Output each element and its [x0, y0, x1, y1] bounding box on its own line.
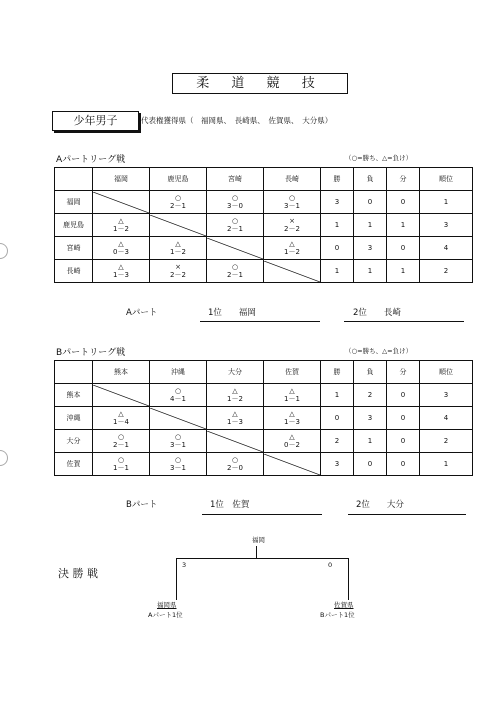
match-mark: ○ [231, 194, 239, 202]
final-left-score: 3 [182, 561, 187, 569]
stat-cell: 3 [420, 214, 473, 237]
team-name: 長崎 [55, 260, 93, 283]
match-mark: △ [232, 387, 238, 395]
match-score: 1－3 [284, 418, 300, 426]
match-mark: △ [289, 240, 295, 248]
match-cell [150, 384, 207, 407]
league-b-legend: （○=勝ち、△=負け） [345, 347, 413, 355]
match-score: 1－3 [227, 418, 243, 426]
team-name: 大分 [55, 430, 93, 453]
stat-cell: 1 [354, 430, 387, 453]
league-b-result-label: Bパート [126, 500, 158, 510]
team-name: 鹿児島 [55, 214, 93, 237]
final-title: 決 勝 戦 [58, 567, 98, 580]
diagonal-cell [150, 407, 207, 430]
underline [200, 321, 320, 322]
match-cell [93, 407, 150, 430]
match-mark: ○ [174, 433, 182, 441]
match-score: 1－2 [284, 248, 300, 256]
match-mark: ○ [174, 387, 182, 395]
final-right-team: 佐賀県 [334, 601, 354, 609]
bracket-stem [256, 546, 257, 558]
category-label: 少年男子 [52, 111, 139, 131]
diagonal-cell [207, 430, 264, 453]
match-score: 2－1 [227, 271, 243, 279]
column-header: 長崎 [264, 168, 321, 191]
column-header: 鹿児島 [150, 168, 207, 191]
team-name: 福岡 [55, 191, 93, 214]
team-name: 熊本 [55, 384, 93, 407]
team-name: 沖縄 [55, 407, 93, 430]
match-cell [150, 260, 207, 283]
match-cell [93, 430, 150, 453]
match-cell [264, 407, 321, 430]
page-title: 柔 道 競 技 [172, 73, 348, 94]
match-cell [150, 191, 207, 214]
stat-cell: 1 [354, 214, 387, 237]
match-score: 2－1 [227, 225, 243, 233]
stat-cell: 0 [387, 191, 420, 214]
match-cell [207, 214, 264, 237]
diagonal-cell [93, 384, 150, 407]
match-score: 1－3 [113, 271, 129, 279]
match-mark: ○ [231, 456, 239, 464]
binder-hole [0, 450, 8, 466]
stat-cell: 0 [387, 237, 420, 260]
match-cell [207, 191, 264, 214]
match-mark: △ [118, 217, 124, 225]
corner-cell [55, 168, 93, 191]
column-header: 大分 [207, 361, 264, 384]
league-b-first: 1位 佐賀 [210, 500, 250, 510]
match-score: 2－0 [227, 464, 243, 472]
match-mark: △ [118, 263, 124, 271]
column-header: 負 [354, 168, 387, 191]
column-header: 負 [354, 361, 387, 384]
league-a-legend: （○=勝ち、△=負け） [345, 154, 413, 162]
stat-cell: 1 [321, 260, 354, 283]
final-left-seed: Aパート1位 [148, 611, 183, 619]
stat-cell: 3 [354, 407, 387, 430]
final-winner: 福岡 [252, 536, 265, 544]
final-right-seed: Bパート1位 [320, 611, 355, 619]
diagonal-cell [207, 237, 264, 260]
match-cell [264, 237, 321, 260]
match-score: 3－1 [170, 464, 186, 472]
underline [348, 514, 466, 515]
stat-cell: 0 [354, 191, 387, 214]
stat-cell: 2 [420, 430, 473, 453]
match-score: 1－2 [227, 395, 243, 403]
stat-cell: 2 [321, 430, 354, 453]
stat-cell: 1 [321, 384, 354, 407]
team-name: 宮崎 [55, 237, 93, 260]
stat-cell: 1 [420, 191, 473, 214]
match-mark: △ [232, 410, 238, 418]
column-header: 勝 [321, 168, 354, 191]
match-mark: ○ [117, 456, 125, 464]
match-cell [207, 407, 264, 430]
league-a-second: 2位 長崎 [353, 308, 401, 318]
stat-cell: 4 [420, 407, 473, 430]
column-header: 福岡 [93, 168, 150, 191]
stat-cell: 2 [354, 384, 387, 407]
match-mark: ○ [174, 194, 182, 202]
column-header: 分 [387, 168, 420, 191]
league-a-first: 1位 福岡 [208, 308, 256, 318]
column-header: 熊本 [93, 361, 150, 384]
match-cell [207, 384, 264, 407]
match-score: 0－3 [113, 248, 129, 256]
match-score: 3－1 [284, 202, 300, 210]
stat-cell: 0 [387, 453, 420, 476]
match-cell [264, 191, 321, 214]
match-score: 2－2 [170, 271, 186, 279]
stat-cell: 0 [387, 407, 420, 430]
match-cell [264, 384, 321, 407]
match-cell [207, 260, 264, 283]
match-mark: △ [118, 240, 124, 248]
match-mark: ○ [117, 433, 125, 441]
match-mark: △ [118, 410, 124, 418]
stat-cell: 3 [420, 384, 473, 407]
underline [344, 321, 464, 322]
column-header: 宮崎 [207, 168, 264, 191]
stat-cell: 1 [387, 260, 420, 283]
match-mark: ○ [231, 217, 239, 225]
stat-cell: 0 [321, 237, 354, 260]
diagonal-cell [93, 191, 150, 214]
stat-cell: 1 [420, 453, 473, 476]
match-score: 1－4 [113, 418, 129, 426]
underline [202, 514, 322, 515]
league-a-result-label: Aパート [126, 308, 158, 318]
match-mark: × [175, 263, 181, 271]
match-cell [93, 214, 150, 237]
league-b-second: 2位 大分 [356, 500, 404, 510]
final-right-score: 0 [328, 561, 333, 569]
stat-cell: 4 [420, 237, 473, 260]
match-cell [93, 237, 150, 260]
match-score: 2－1 [113, 441, 129, 449]
column-header: 順位 [420, 168, 473, 191]
match-cell [150, 237, 207, 260]
stat-cell: 2 [420, 260, 473, 283]
match-mark: ○ [174, 456, 182, 464]
team-name: 佐賀 [55, 453, 93, 476]
stat-cell: 1 [387, 214, 420, 237]
diagonal-cell [150, 214, 207, 237]
diagonal-cell [264, 260, 321, 283]
match-cell [150, 430, 207, 453]
league-a-title: Aパートリーグ戦 [56, 155, 126, 165]
match-mark: ○ [231, 263, 239, 271]
match-cell [264, 430, 321, 453]
corner-cell [55, 361, 93, 384]
match-score: 1－2 [113, 225, 129, 233]
stat-cell: 0 [321, 407, 354, 430]
match-score: 1－1 [284, 395, 300, 403]
binder-hole [0, 243, 8, 259]
match-cell [93, 260, 150, 283]
match-score: 3－1 [170, 441, 186, 449]
stat-cell: 3 [321, 453, 354, 476]
match-cell [264, 214, 321, 237]
league-b-title: Bパートリーグ戦 [56, 348, 126, 358]
match-score: 1－1 [113, 464, 129, 472]
match-score: 2－1 [170, 202, 186, 210]
final-left-team: 福岡県 [157, 601, 177, 609]
stat-cell: 3 [354, 237, 387, 260]
match-mark: △ [289, 433, 295, 441]
column-header: 佐賀 [264, 361, 321, 384]
match-score: 4－1 [170, 395, 186, 403]
column-header: 勝 [321, 361, 354, 384]
stat-cell: 1 [354, 260, 387, 283]
match-score: 1－2 [170, 248, 186, 256]
match-mark: △ [289, 387, 295, 395]
match-mark: △ [289, 410, 295, 418]
match-score: 3－0 [227, 202, 243, 210]
match-cell [150, 453, 207, 476]
stat-cell: 3 [321, 191, 354, 214]
stat-cell: 0 [387, 384, 420, 407]
column-header: 沖縄 [150, 361, 207, 384]
stat-cell: 0 [387, 430, 420, 453]
match-score: 0－2 [284, 441, 300, 449]
column-header: 分 [387, 361, 420, 384]
match-mark: ○ [288, 194, 296, 202]
league-b-table [54, 360, 473, 476]
match-score: 2－2 [284, 225, 300, 233]
final-bracket [176, 558, 349, 600]
match-mark: × [289, 217, 295, 225]
representatives-text: 代表権獲得県（ 福岡県、 長崎県、 佐賀県、 大分県） [141, 116, 333, 125]
stat-cell: 1 [321, 214, 354, 237]
diagonal-cell [264, 453, 321, 476]
match-cell [207, 453, 264, 476]
league-a-table [54, 167, 473, 283]
match-cell [93, 453, 150, 476]
match-mark: △ [175, 240, 181, 248]
stat-cell: 0 [354, 453, 387, 476]
column-header: 順位 [420, 361, 473, 384]
